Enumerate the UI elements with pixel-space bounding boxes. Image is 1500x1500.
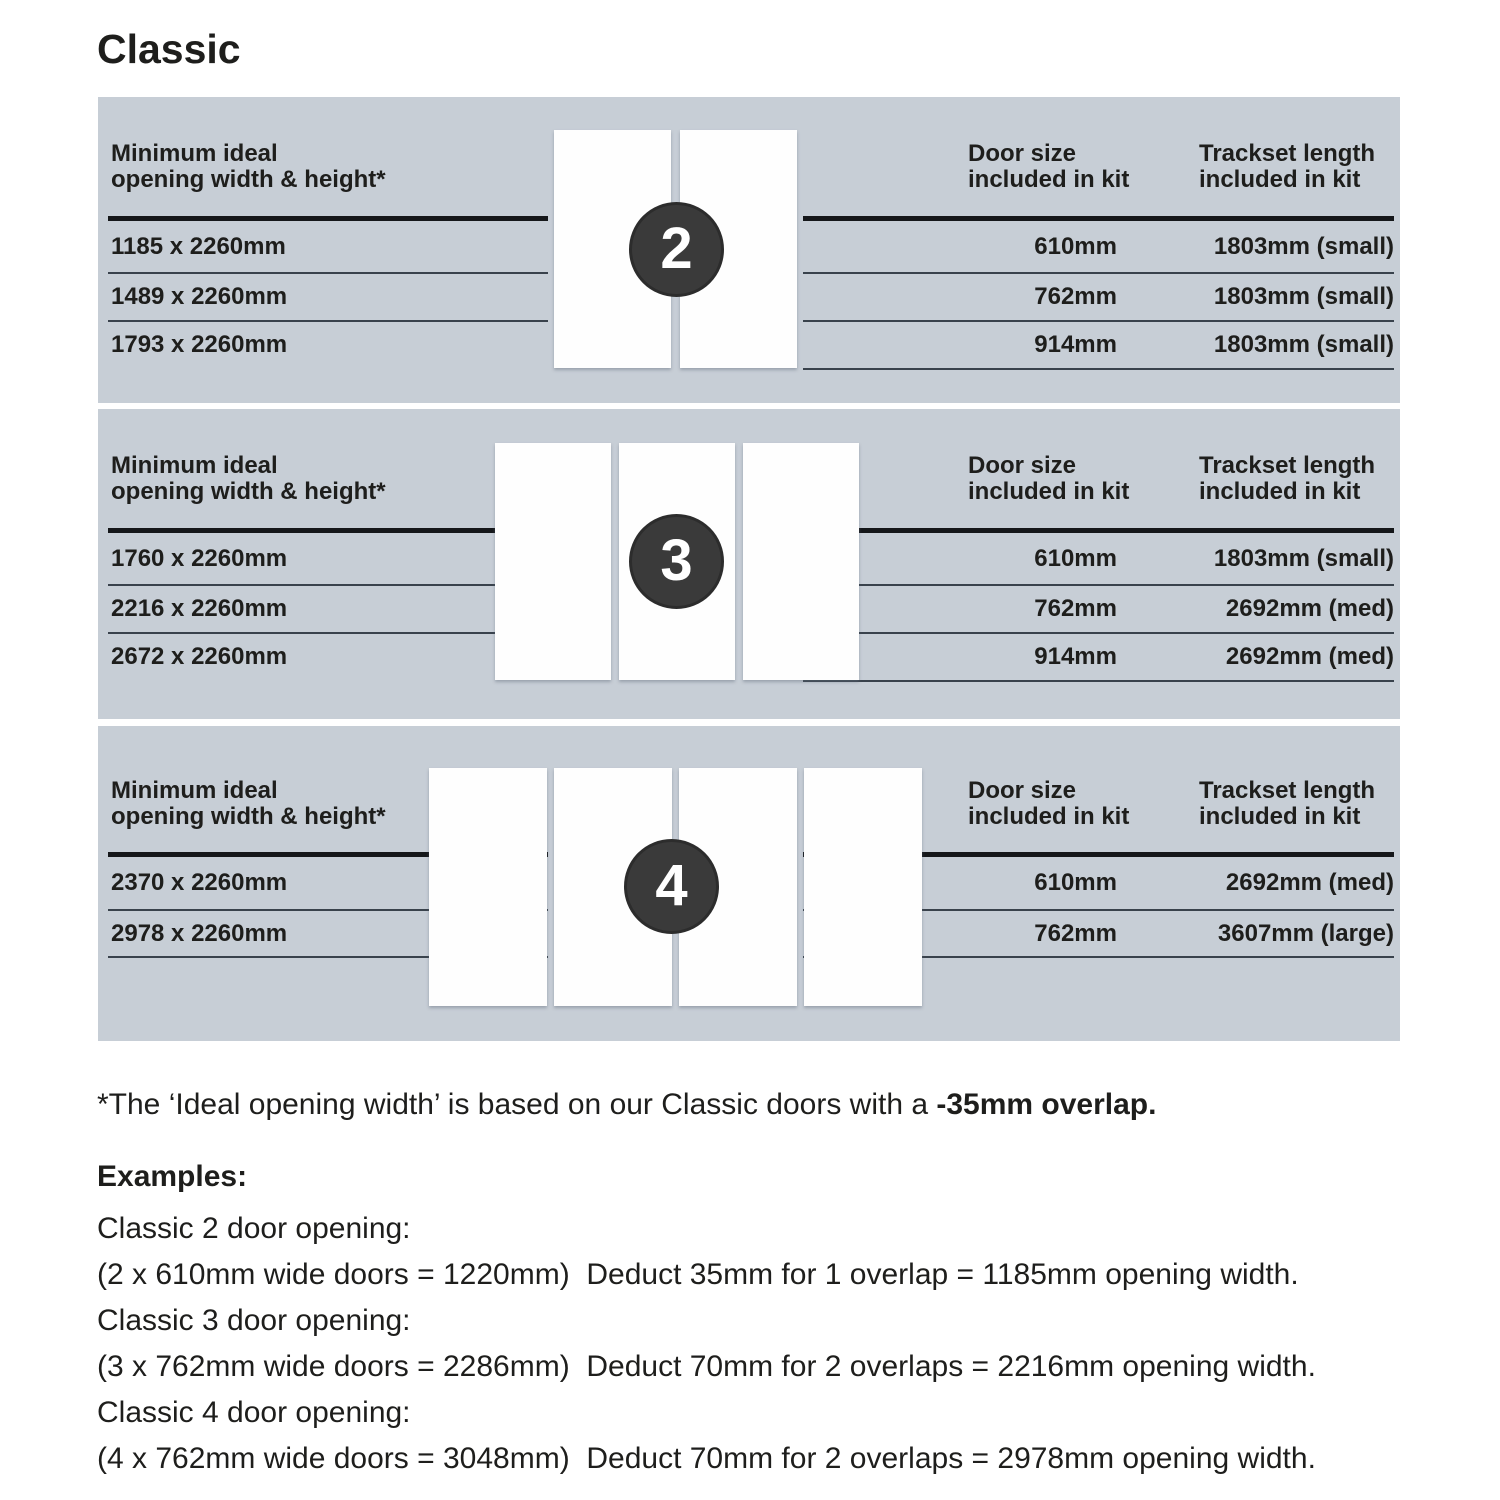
trackset-header-line2: included in kit bbox=[1199, 166, 1361, 193]
door-size-column-header bbox=[968, 453, 1129, 505]
opening-size-value: 2672 x 2260mm bbox=[111, 643, 288, 670]
opening-header-line1: Minimum ideal bbox=[111, 452, 278, 479]
opening-header-line1: Minimum ideal bbox=[111, 777, 278, 804]
door-size-value: 610mm bbox=[1034, 545, 1117, 572]
footnote-bold-text: -35mm overlap. bbox=[936, 1088, 1157, 1121]
door-size-value: 914mm bbox=[1034, 331, 1117, 358]
opening-header-line2: opening width & height* bbox=[111, 478, 386, 505]
door-size-header-line2: included in kit bbox=[968, 803, 1130, 830]
door-count-badge: 3 bbox=[629, 514, 724, 609]
door-size-column-header bbox=[968, 778, 1129, 830]
trackset-column-header bbox=[1199, 141, 1375, 193]
door-count-badge: 4 bbox=[624, 839, 719, 934]
door-size-value: 914mm bbox=[1034, 643, 1117, 670]
trackset-value: 1803mm (small) bbox=[1213, 283, 1394, 310]
example-detail: (3 x 762mm wide doors = 2286mm) Deduct 70mm for 2 overlaps = 2216mm opening width. bbox=[97, 1350, 1316, 1383]
door-size-header-line2: included in kit bbox=[968, 478, 1130, 505]
trackset-value: 1803mm (small) bbox=[1213, 233, 1394, 260]
example-detail: (4 x 762mm wide doors = 3048mm) Deduct 70mm for 2 overlaps = 2978mm opening width. bbox=[97, 1442, 1316, 1475]
door-panel bbox=[804, 768, 922, 1006]
trackset-header-line1: Trackset length bbox=[1199, 452, 1376, 479]
door-size-header-line1: Door size bbox=[968, 140, 1077, 167]
door-size-value: 762mm bbox=[1034, 920, 1117, 947]
opening-size-value: 1760 x 2260mm bbox=[111, 545, 288, 572]
door-panel bbox=[429, 768, 547, 1006]
trackset-value: 2692mm (med) bbox=[1225, 595, 1394, 622]
door-size-value: 610mm bbox=[1034, 233, 1117, 260]
opening-column-header bbox=[111, 453, 386, 505]
opening-header-line1: Minimum ideal bbox=[111, 140, 278, 167]
kit-section-4-door bbox=[98, 726, 1400, 1041]
opening-size-value: 2978 x 2260mm bbox=[111, 920, 288, 947]
page-title: Classic bbox=[97, 26, 241, 72]
example-label: Classic 2 door opening: bbox=[97, 1212, 411, 1245]
kit-section-3-door bbox=[98, 409, 1400, 719]
door-size-header-line1: Door size bbox=[968, 777, 1077, 804]
door-panel bbox=[495, 443, 611, 680]
door-size-header-line2: included in kit bbox=[968, 166, 1130, 193]
footnote-text: *The ‘Ideal opening width’ is based on our Classic doors with a bbox=[97, 1088, 937, 1121]
door-panel bbox=[743, 443, 859, 680]
opening-header-line2: opening width & height* bbox=[111, 803, 386, 830]
door-count-badge: 2 bbox=[629, 202, 724, 297]
opening-column-header bbox=[111, 141, 386, 193]
example-label: Classic 3 door opening: bbox=[97, 1304, 411, 1337]
trackset-value: 2692mm (med) bbox=[1225, 869, 1394, 896]
door-size-value: 610mm bbox=[1034, 869, 1117, 896]
kit-section-2-door bbox=[98, 97, 1400, 403]
trackset-value: 3607mm (large) bbox=[1217, 920, 1394, 947]
door-size-value: 762mm bbox=[1034, 595, 1117, 622]
row-divider bbox=[803, 680, 1394, 682]
opening-size-value: 2216 x 2260mm bbox=[111, 595, 288, 622]
opening-header-line2: opening width & height* bbox=[111, 166, 386, 193]
opening-size-value: 2370 x 2260mm bbox=[111, 869, 288, 896]
trackset-column-header bbox=[1199, 778, 1375, 830]
opening-size-value: 1185 x 2260mm bbox=[111, 233, 286, 260]
overlap-footnote bbox=[97, 1088, 1156, 1122]
example-detail: (2 x 610mm wide doors = 1220mm) Deduct 35mm for 1 overlap = 1185mm opening width. bbox=[97, 1258, 1299, 1291]
trackset-header-line1: Trackset length bbox=[1199, 140, 1376, 167]
trackset-header-line2: included in kit bbox=[1199, 803, 1361, 830]
trackset-value: 2692mm (med) bbox=[1225, 643, 1394, 670]
trackset-header-line2: included in kit bbox=[1199, 478, 1361, 505]
trackset-column-header bbox=[1199, 453, 1375, 505]
trackset-value: 1803mm (small) bbox=[1213, 545, 1394, 572]
door-size-column-header bbox=[968, 141, 1129, 193]
trackset-value: 1803mm (small) bbox=[1213, 331, 1394, 358]
trackset-header-line1: Trackset length bbox=[1199, 777, 1376, 804]
door-size-value: 762mm bbox=[1034, 283, 1117, 310]
row-divider bbox=[803, 368, 1394, 370]
opening-column-header bbox=[111, 778, 386, 830]
opening-size-value: 1489 x 2260mm bbox=[111, 283, 288, 310]
example-label: Classic 4 door opening: bbox=[97, 1396, 411, 1429]
examples-heading: Examples: bbox=[97, 1160, 248, 1193]
door-size-header-line1: Door size bbox=[968, 452, 1077, 479]
opening-size-value: 1793 x 2260mm bbox=[111, 331, 288, 358]
